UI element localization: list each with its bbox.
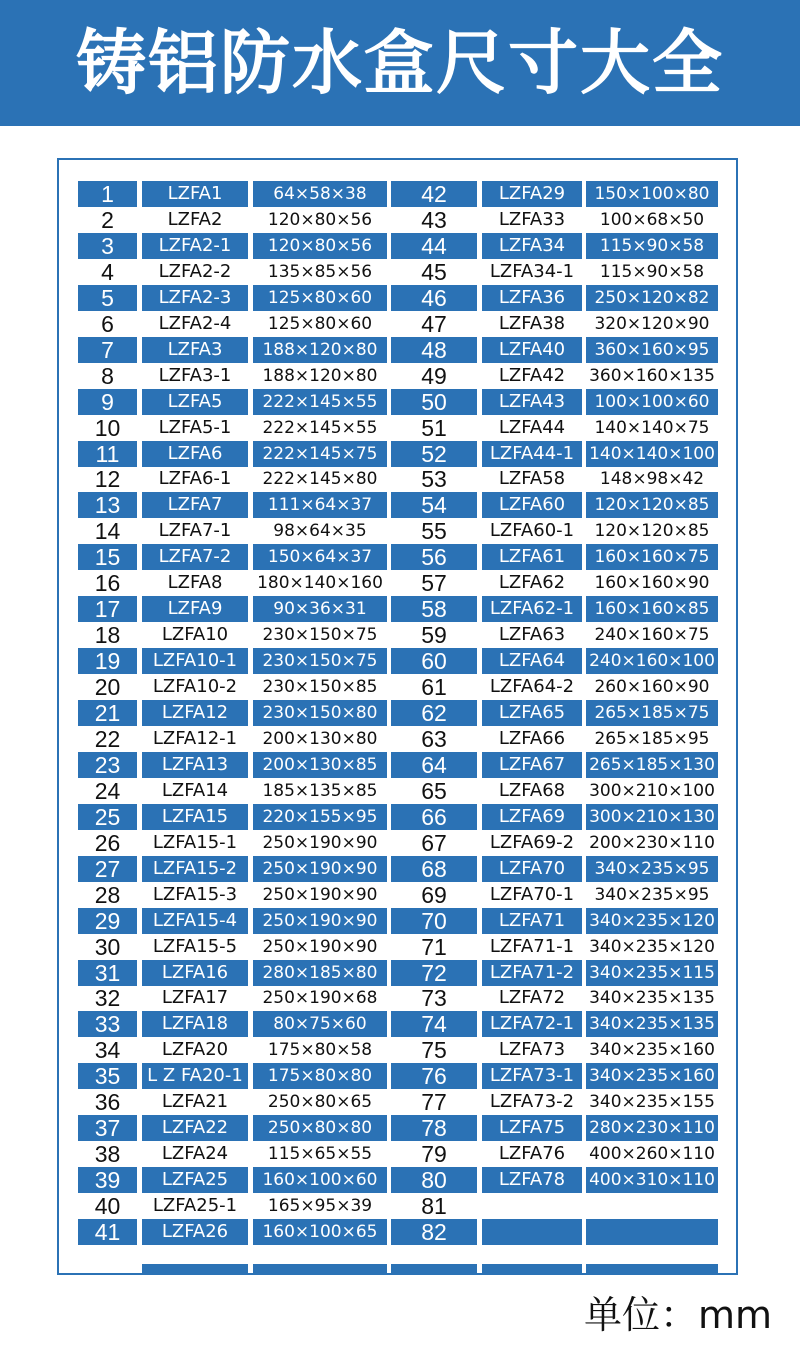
size-cell-right: 260×160×90 (594, 677, 710, 697)
model-cell-right: LZFA34-1 (489, 261, 575, 282)
row-number-left: 31 (78, 960, 137, 986)
table-row (0, 856, 800, 882)
size-cell-left: 180×140×160 (257, 573, 383, 593)
model-cell-right: LZFA69-2 (489, 832, 575, 853)
table-row (0, 830, 800, 856)
size-cell-right: 340×235×120 (589, 937, 715, 957)
row-number-left: 27 (78, 856, 137, 882)
row-number-right: 80 (391, 1167, 477, 1193)
model-cell-left: LZFA6 (142, 441, 248, 467)
row-number-left: 41 (78, 1219, 137, 1245)
table-row (0, 518, 800, 544)
model-cell-right: LZFA34 (482, 233, 582, 259)
row-number-left: 8 (101, 363, 114, 389)
row-number-left: 35 (78, 1063, 137, 1089)
table-row (0, 466, 800, 492)
row-number-right: 73 (421, 985, 447, 1011)
size-cell-left: 250×190×90 (262, 885, 378, 905)
size-cell-left: 200×130×80 (262, 729, 378, 749)
model-cell-left: LZFA15-5 (152, 936, 238, 957)
model-cell-left: LZFA17 (161, 987, 229, 1008)
size-cell-right (586, 1193, 718, 1219)
row-number-left: 17 (78, 596, 137, 622)
row-number-left: 25 (78, 804, 137, 830)
model-cell-left: LZFA12-1 (152, 728, 238, 749)
model-cell-left: LZFA6-1 (158, 468, 232, 489)
model-cell-right: LZFA61 (482, 544, 582, 570)
table-row (0, 441, 800, 467)
row-number-right: 59 (421, 622, 447, 648)
size-cell-left: 185×135×85 (262, 781, 378, 801)
row-number-right: 45 (421, 259, 447, 285)
model-cell-right: LZFA33 (498, 209, 566, 230)
model-cell-left: LZFA5-1 (158, 417, 232, 438)
model-cell-left: LZFA2-1 (142, 233, 248, 259)
size-cell-right: 340×235×160 (589, 1040, 715, 1060)
size-cell-right: 100×68×50 (599, 210, 705, 230)
row-number-right: 62 (391, 700, 477, 726)
row-number-right: 66 (391, 804, 477, 830)
table-row (0, 1089, 800, 1115)
size-cell-right: 160×160×75 (586, 544, 718, 570)
row-number-left: 18 (94, 622, 121, 648)
size-cell-left: 150×64×37 (253, 544, 387, 570)
row-number-left: 1 (78, 181, 137, 207)
model-cell-left: LZFA1 (142, 181, 248, 207)
model-cell-right: LZFA71-1 (489, 936, 575, 957)
row-number-right: 74 (391, 1011, 477, 1037)
table-row (0, 415, 800, 441)
model-cell-left: LZFA26 (142, 1219, 248, 1245)
size-cell-left: 125×80×60 (253, 285, 387, 311)
model-cell-left: LZFA10-1 (142, 648, 248, 674)
size-cell-right: 240×160×100 (586, 648, 718, 674)
size-cell-right: 150×100×80 (586, 181, 718, 207)
table-row (0, 570, 800, 596)
table-row (0, 1037, 800, 1063)
row-number-right: 49 (421, 363, 447, 389)
row-number-left: 15 (78, 544, 137, 570)
size-cell-right: 320×120×90 (594, 314, 710, 334)
table-row (0, 804, 800, 830)
table-footer-strip (586, 1264, 718, 1274)
size-cell-left: 98×64×35 (273, 521, 367, 541)
table-row (0, 492, 800, 518)
row-number-right: 52 (391, 441, 477, 467)
size-cell-right: 120×120×85 (586, 492, 718, 518)
size-cell-left: 250×190×90 (262, 937, 378, 957)
model-cell-left: LZFA10 (161, 624, 229, 645)
size-cell-left: 165×95×39 (267, 1196, 373, 1216)
model-cell-left: LZFA20 (161, 1039, 229, 1060)
row-number-left: 3 (78, 233, 137, 259)
size-cell-right (586, 1219, 718, 1245)
page-title: 铸铝防水盒尺寸大全 (76, 22, 724, 104)
row-number-left: 12 (94, 466, 121, 492)
row-number-left: 40 (94, 1193, 121, 1219)
model-cell-left: L Z FA20-1 (142, 1063, 248, 1089)
table-row (0, 908, 800, 934)
model-cell-left: LZFA21 (161, 1091, 229, 1112)
size-cell-left: 120×80×56 (253, 233, 387, 259)
model-cell-right: LZFA29 (482, 181, 582, 207)
table-row (0, 1063, 800, 1089)
size-cell-left: 230×150×75 (253, 648, 387, 674)
row-number-left: 26 (94, 830, 121, 856)
row-number-right: 42 (391, 181, 477, 207)
size-cell-left: 120×80×56 (267, 210, 373, 230)
model-cell-right: LZFA72-1 (482, 1011, 582, 1037)
size-cell-left: 250×190×68 (262, 988, 378, 1008)
table-footer-strip (253, 1264, 387, 1274)
row-number-right: 50 (391, 389, 477, 415)
model-cell-right: LZFA69 (482, 804, 582, 830)
size-cell-left: 115×65×55 (267, 1144, 373, 1164)
row-number-right: 44 (391, 233, 477, 259)
model-cell-right: LZFA40 (482, 337, 582, 363)
size-cell-left: 188×120×80 (253, 337, 387, 363)
row-number-left: 37 (78, 1115, 137, 1141)
model-cell-left: LZFA7 (142, 492, 248, 518)
row-number-right: 76 (391, 1063, 477, 1089)
size-cell-right: 340×235×135 (589, 988, 715, 1008)
model-cell-left: LZFA15-2 (142, 856, 248, 882)
model-cell-right: LZFA62-1 (482, 596, 582, 622)
model-cell-right: LZFA70-1 (489, 884, 575, 905)
model-cell-right: LZFA42 (498, 365, 566, 386)
table-row (0, 985, 800, 1011)
row-number-left: 20 (94, 674, 121, 700)
row-number-left: 14 (94, 518, 121, 544)
size-cell-right: 115×90×58 (586, 233, 718, 259)
size-cell-left: 200×130×85 (253, 752, 387, 778)
size-cell-left: 250×190×90 (262, 833, 378, 853)
model-cell-right (482, 1193, 582, 1219)
size-cell-left: 250×190×90 (253, 908, 387, 934)
row-number-right: 70 (391, 908, 477, 934)
row-number-left: 11 (78, 441, 137, 467)
model-cell-right: LZFA58 (498, 468, 566, 489)
size-cell-left: 175×80×58 (267, 1040, 373, 1060)
table-footer-strip (482, 1264, 582, 1274)
size-cell-left: 250×190×90 (253, 856, 387, 882)
model-cell-left: LZFA18 (142, 1011, 248, 1037)
table-row (0, 337, 800, 363)
row-number-left: 23 (78, 752, 137, 778)
row-number-left: 13 (78, 492, 137, 518)
size-cell-right: 340×235×135 (586, 1011, 718, 1037)
model-cell-left: LZFA2-2 (158, 261, 232, 282)
row-number-left: 16 (94, 570, 121, 596)
size-cell-right: 400×260×110 (589, 1144, 715, 1164)
model-cell-left: LZFA16 (142, 960, 248, 986)
model-cell-left: LZFA7-1 (158, 520, 232, 541)
size-cell-right: 120×120×85 (594, 521, 710, 541)
size-cell-left: 230×150×80 (253, 700, 387, 726)
row-number-left: 21 (78, 700, 137, 726)
model-cell-right: LZFA64 (482, 648, 582, 674)
model-cell-right: LZFA71-2 (482, 960, 582, 986)
row-number-right: 79 (421, 1141, 447, 1167)
size-cell-right: 160×160×90 (594, 573, 710, 593)
model-cell-left: LZFA15-3 (152, 884, 238, 905)
table-row (0, 259, 800, 285)
row-number-right: 60 (391, 648, 477, 674)
model-cell-left: LZFA2-3 (142, 285, 248, 311)
table-row (0, 648, 800, 674)
model-cell-left: LZFA2 (167, 209, 223, 230)
model-cell-right: LZFA44-1 (482, 441, 582, 467)
title-banner (0, 0, 800, 126)
row-number-right: 53 (421, 466, 447, 492)
table-row (0, 207, 800, 233)
model-cell-left: LZFA7-2 (142, 544, 248, 570)
row-number-right: 68 (391, 856, 477, 882)
model-cell-left: LZFA8 (167, 572, 223, 593)
model-cell-right: LZFA70 (482, 856, 582, 882)
size-cell-left: 230×150×75 (262, 625, 378, 645)
row-number-right: 78 (391, 1115, 477, 1141)
model-cell-right: LZFA73 (498, 1039, 566, 1060)
row-number-left: 28 (94, 882, 121, 908)
row-number-right: 48 (391, 337, 477, 363)
model-cell-right: LZFA38 (498, 313, 566, 334)
size-cell-right: 340×235×95 (586, 856, 718, 882)
table-row (0, 1167, 800, 1193)
table-row (0, 285, 800, 311)
size-cell-left: 80×75×60 (253, 1011, 387, 1037)
model-cell-left: LZFA25 (142, 1167, 248, 1193)
model-cell-right: LZFA66 (498, 728, 566, 749)
model-cell-right: LZFA72 (498, 987, 566, 1008)
model-cell-left: LZFA9 (142, 596, 248, 622)
size-cell-right: 100×100×60 (586, 389, 718, 415)
row-number-left: 22 (94, 726, 121, 752)
model-cell-left: LZFA3-1 (158, 365, 232, 386)
size-cell-left: 64×58×38 (253, 181, 387, 207)
model-cell-right: LZFA60 (482, 492, 582, 518)
size-cell-right: 200×230×110 (589, 833, 715, 853)
size-cell-left: 222×145×80 (262, 469, 378, 489)
row-number-right: 51 (421, 415, 447, 441)
model-cell-right: LZFA63 (498, 624, 566, 645)
table-row (0, 233, 800, 259)
row-number-right: 77 (421, 1089, 447, 1115)
model-cell-right: LZFA60-1 (489, 520, 575, 541)
row-number-right: 64 (391, 752, 477, 778)
size-cell-right: 360×160×135 (589, 366, 715, 386)
size-cell-left: 250×80×65 (267, 1092, 373, 1112)
table-row (0, 181, 800, 207)
model-cell-right: LZFA67 (482, 752, 582, 778)
size-cell-left: 222×145×55 (262, 418, 378, 438)
model-cell-right: LZFA65 (482, 700, 582, 726)
row-number-left: 33 (78, 1011, 137, 1037)
size-cell-left: 222×145×75 (253, 441, 387, 467)
model-cell-right: LZFA76 (498, 1143, 566, 1164)
row-number-left: 36 (94, 1089, 121, 1115)
row-number-right: 54 (391, 492, 477, 518)
size-cell-right: 115×90×58 (599, 262, 705, 282)
size-cell-right: 340×235×115 (586, 960, 718, 986)
size-cell-right: 240×160×75 (594, 625, 710, 645)
row-number-left: 29 (78, 908, 137, 934)
model-cell-left: LZFA25-1 (152, 1195, 238, 1216)
row-number-right: 47 (421, 311, 447, 337)
model-cell-left: LZFA12 (142, 700, 248, 726)
size-cell-left: 250×80×80 (253, 1115, 387, 1141)
row-number-right: 75 (421, 1037, 447, 1063)
row-number-right: 69 (421, 882, 447, 908)
size-cell-left: 188×120×80 (262, 366, 378, 386)
row-number-right: 56 (391, 544, 477, 570)
row-number-left: 5 (78, 285, 137, 311)
table-row (0, 674, 800, 700)
row-number-right: 46 (391, 285, 477, 311)
size-cell-left: 135×85×56 (267, 262, 373, 282)
size-cell-right: 340×235×95 (594, 885, 710, 905)
row-number-left: 19 (78, 648, 137, 674)
model-cell-right: LZFA73-2 (489, 1091, 575, 1112)
size-cell-right: 265×185×130 (586, 752, 718, 778)
row-number-right: 63 (421, 726, 447, 752)
size-cell-right: 140×140×100 (586, 441, 718, 467)
table-row (0, 1219, 800, 1245)
row-number-left: 24 (94, 778, 121, 804)
row-number-right: 43 (421, 207, 447, 233)
row-number-left: 38 (94, 1141, 121, 1167)
size-cell-left: 125×80×60 (267, 314, 373, 334)
row-number-left: 7 (78, 337, 137, 363)
size-cell-left: 160×100×60 (253, 1167, 387, 1193)
model-cell-left: LZFA5 (142, 389, 248, 415)
model-cell-right: LZFA36 (482, 285, 582, 311)
row-number-left: 4 (101, 259, 114, 285)
row-number-right: 61 (421, 674, 447, 700)
size-cell-left: 280×185×80 (253, 960, 387, 986)
model-cell-right: LZFA43 (482, 389, 582, 415)
row-number-right: 58 (391, 596, 477, 622)
table-row (0, 596, 800, 622)
model-cell-left: LZFA15-4 (142, 908, 248, 934)
row-number-right: 55 (421, 518, 447, 544)
table-row (0, 1141, 800, 1167)
model-cell-right (482, 1219, 582, 1245)
size-cell-left: 90×36×31 (253, 596, 387, 622)
size-cell-right: 300×210×100 (589, 781, 715, 801)
row-number-right: 65 (421, 778, 447, 804)
row-number-right: 72 (391, 960, 477, 986)
size-cell-left: 175×80×80 (253, 1063, 387, 1089)
size-cell-right: 160×160×85 (586, 596, 718, 622)
model-cell-left: LZFA15-1 (152, 832, 238, 853)
row-number-left: 32 (94, 985, 121, 1011)
table-row (0, 1115, 800, 1141)
size-cell-left: 111×64×37 (253, 492, 387, 518)
table-footer-strip (142, 1264, 248, 1274)
model-cell-left: LZFA15 (142, 804, 248, 830)
table-footer-strip (391, 1264, 477, 1274)
table-row (0, 726, 800, 752)
size-cell-right: 300×210×130 (586, 804, 718, 830)
model-cell-right: LZFA73-1 (482, 1063, 582, 1089)
model-cell-left: LZFA3 (142, 337, 248, 363)
model-cell-left: LZFA13 (142, 752, 248, 778)
size-cell-right: 280×230×110 (586, 1115, 718, 1141)
table-row (0, 311, 800, 337)
row-number-left: 9 (78, 389, 137, 415)
model-cell-right: LZFA71 (482, 908, 582, 934)
model-cell-right: LZFA62 (498, 572, 566, 593)
size-cell-right: 140×140×75 (594, 418, 710, 438)
table-row (0, 389, 800, 415)
table-row (0, 544, 800, 570)
size-cell-right: 340×235×120 (586, 908, 718, 934)
model-cell-right: LZFA68 (498, 780, 566, 801)
row-number-left: 10 (94, 415, 121, 441)
row-number-left: 34 (94, 1037, 121, 1063)
table-row (0, 1011, 800, 1037)
model-cell-left: LZFA10-2 (152, 676, 238, 697)
size-cell-right: 340×235×160 (586, 1063, 718, 1089)
size-cell-right: 148×98×42 (599, 469, 705, 489)
row-number-left: 39 (78, 1167, 137, 1193)
size-cell-right: 250×120×82 (586, 285, 718, 311)
table-row (0, 752, 800, 778)
model-cell-right: LZFA75 (482, 1115, 582, 1141)
size-cell-left: 222×145×55 (253, 389, 387, 415)
row-number-left: 30 (94, 934, 121, 960)
model-cell-left: LZFA22 (142, 1115, 248, 1141)
table-row (0, 1193, 800, 1219)
size-cell-right: 340×235×155 (589, 1092, 715, 1112)
row-number-right: 67 (421, 830, 447, 856)
model-cell-left: LZFA14 (161, 780, 229, 801)
table-row (0, 363, 800, 389)
size-cell-right: 360×160×95 (586, 337, 718, 363)
size-cell-right: 265×185×95 (594, 729, 710, 749)
table-row (0, 882, 800, 908)
size-cell-right: 265×185×75 (586, 700, 718, 726)
model-cell-right: LZFA64-2 (489, 676, 575, 697)
row-number-left: 2 (101, 207, 114, 233)
row-number-right: 82 (391, 1219, 477, 1245)
size-cell-right: 400×310×110 (586, 1167, 718, 1193)
row-number-right: 57 (421, 570, 447, 596)
row-number-right: 71 (421, 934, 447, 960)
model-cell-right: LZFA78 (482, 1167, 582, 1193)
size-cell-left: 160×100×65 (253, 1219, 387, 1245)
model-cell-right: LZFA44 (498, 417, 566, 438)
table-row (0, 622, 800, 648)
unit-label: 单位：mm (583, 1293, 772, 1337)
size-cell-left: 220×155×95 (253, 804, 387, 830)
model-cell-left: LZFA2-4 (158, 313, 232, 334)
table-row (0, 960, 800, 986)
row-number-right: 81 (421, 1193, 447, 1219)
model-cell-left: LZFA24 (161, 1143, 229, 1164)
row-number-left: 6 (101, 311, 114, 337)
table-row (0, 700, 800, 726)
size-cell-left: 230×150×85 (262, 677, 378, 697)
table-row (0, 934, 800, 960)
table-row (0, 778, 800, 804)
